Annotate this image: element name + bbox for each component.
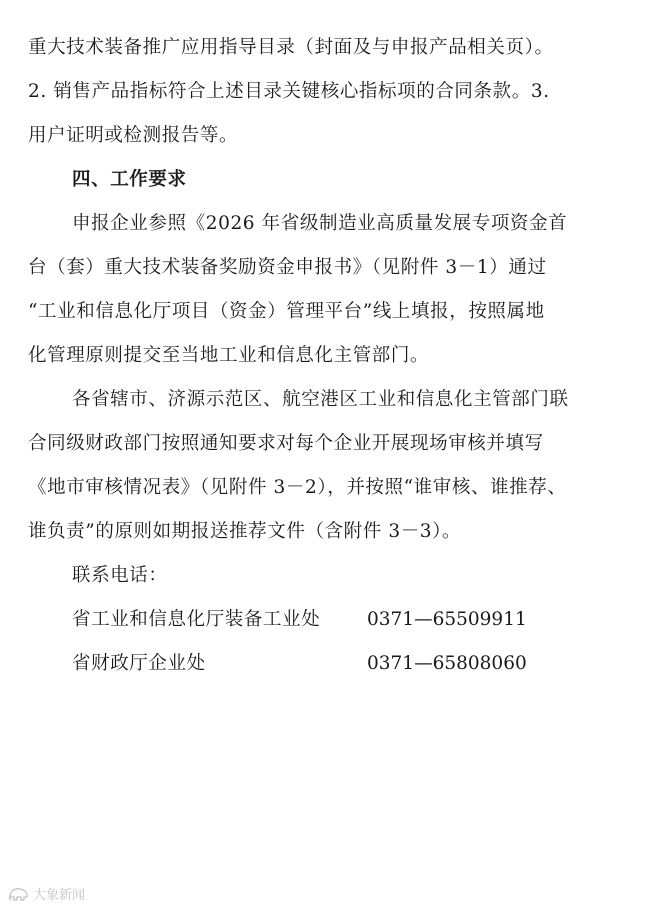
para2-line-3: 《地市审核情况表》（见附件 3－2），并按照“谁审核、谁推荐、: [28, 477, 567, 498]
para2-line-2: 合同级财政部门按照通知要求对每个企业开展现场审核并填写: [28, 433, 544, 454]
contact-name-2: 省财政厅企业处: [72, 653, 206, 674]
para1-line-2: 台（套）重大技术装备奖励资金申报书》（见附件 3－1）通过: [28, 257, 547, 278]
contact-name-1: 省工业和信息化厅装备工业处: [72, 609, 321, 630]
elephant-logo-icon: [8, 886, 30, 902]
para1-line-3: “工业和信息化厅项目（资金）管理平台”线上填报，按照属地: [28, 301, 545, 322]
para1-line-1: 申报企业参照《2026 年省级制造业高质量发展专项资金首: [72, 213, 568, 234]
watermark: [8, 884, 85, 903]
para1-line-4: 化管理原则提交至当地工业和信息化主管部门。: [28, 345, 430, 366]
contact-phone-1: 0371—65509911: [367, 609, 527, 630]
section-heading: 四、工作要求: [72, 169, 187, 190]
text-line-1: 重大技术装备推广应用指导目录（封面及与申报产品相关页）。: [28, 37, 554, 58]
watermark-text: 大象新闻: [33, 888, 86, 903]
text-line-3: 用户证明或检测报告等。: [28, 125, 239, 146]
contact-phone-2: 0371—65808060: [367, 653, 527, 674]
text-line-2: 2. 销售产品指标符合上述目录关键核心指标项的合同条款。3.: [28, 81, 550, 102]
para2-line-1: 各省辖市、济源示范区、航空港区工业和信息化主管部门联: [72, 389, 569, 410]
contact-label: 联系电话：: [72, 565, 168, 586]
para2-line-4: 谁负责”的原则如期报送推荐文件（含附件 3－3）。: [28, 521, 462, 542]
